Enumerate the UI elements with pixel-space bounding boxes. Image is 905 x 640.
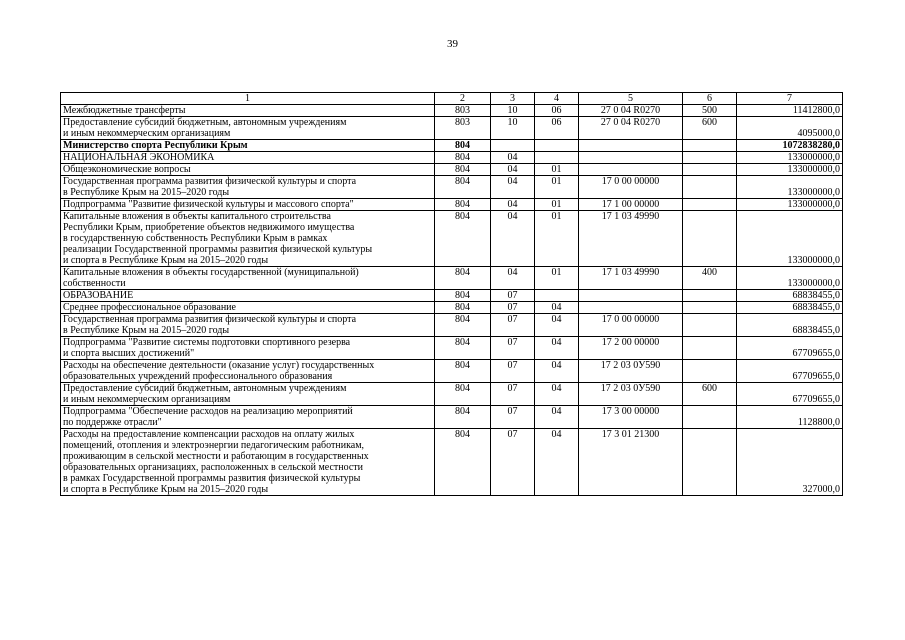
section-code-cell: 07 bbox=[491, 290, 535, 302]
amount-cell: 133000000,0 bbox=[737, 152, 843, 164]
expense-type-cell bbox=[683, 164, 737, 176]
section-code-cell: 07 bbox=[491, 429, 535, 496]
ministry-code-cell: 804 bbox=[435, 429, 491, 496]
column-header: 4 bbox=[535, 93, 579, 105]
expense-type-cell bbox=[683, 290, 737, 302]
amount-cell: 133000000,0 bbox=[737, 176, 843, 199]
section-code-cell: 07 bbox=[491, 406, 535, 429]
expense-type-cell bbox=[683, 140, 737, 152]
target-code-cell: 27 0 04 R0270 bbox=[579, 117, 683, 140]
amount-cell: 11412800,0 bbox=[737, 105, 843, 117]
section-code-cell: 07 bbox=[491, 302, 535, 314]
table-row bbox=[61, 429, 843, 496]
target-code-cell: 17 2 03 0У590 bbox=[579, 383, 683, 406]
target-code-cell: 17 1 03 49990 bbox=[579, 211, 683, 267]
column-header: 2 bbox=[435, 93, 491, 105]
ministry-code-cell: 804 bbox=[435, 140, 491, 152]
amount-cell: 67709655,0 bbox=[737, 383, 843, 406]
ministry-code-cell: 803 bbox=[435, 105, 491, 117]
ministry-code-cell: 804 bbox=[435, 176, 491, 199]
subsection-code-cell: 01 bbox=[535, 164, 579, 176]
table-row bbox=[61, 105, 843, 117]
row-name-cell: Расходы на предоставление компенсации расходов на оплату жилых помещений, отопления и электроэнергии педагогическим работникам, проживающим в сельской местности и работающим в государственных образовательных организациях, расположенных в сельской местности в рамках Государственной программы развития физической культуры и спорта в Республике Крым на 2015–2020 годы bbox=[61, 429, 435, 496]
table-row bbox=[61, 140, 843, 152]
subsection-code-cell: 04 bbox=[535, 383, 579, 406]
row-name-cell: Капитальные вложения в объекты государственной (муниципальной) собственности bbox=[61, 267, 435, 290]
subsection-code-cell: 01 bbox=[535, 176, 579, 199]
table-row bbox=[61, 383, 843, 406]
section-code-cell: 07 bbox=[491, 337, 535, 360]
table-row bbox=[61, 406, 843, 429]
row-name-cell: ОБРАЗОВАНИЕ bbox=[61, 290, 435, 302]
target-code-cell bbox=[579, 140, 683, 152]
row-name-cell: Государственная программа развития физической культуры и спорта в Республике Крым на 2015–2020 годы bbox=[61, 314, 435, 337]
section-code-cell: 04 bbox=[491, 164, 535, 176]
ministry-code-cell: 803 bbox=[435, 117, 491, 140]
amount-cell: 1072838280,0 bbox=[737, 140, 843, 152]
target-code-cell: 17 2 03 0У590 bbox=[579, 360, 683, 383]
amount-cell: 133000000,0 bbox=[737, 211, 843, 267]
table-row bbox=[61, 164, 843, 176]
subsection-code-cell: 04 bbox=[535, 302, 579, 314]
amount-cell: 67709655,0 bbox=[737, 360, 843, 383]
ministry-code-cell: 804 bbox=[435, 314, 491, 337]
table-row bbox=[61, 314, 843, 337]
expense-type-cell bbox=[683, 337, 737, 360]
expense-type-cell bbox=[683, 211, 737, 267]
row-name-cell: Общеэкономические вопросы bbox=[61, 164, 435, 176]
row-name-cell: Подпрограмма "Обеспечение расходов на реализацию мероприятий по поддержке отрасли" bbox=[61, 406, 435, 429]
column-header: 3 bbox=[491, 93, 535, 105]
budget-table bbox=[60, 92, 843, 496]
expense-type-cell bbox=[683, 199, 737, 211]
row-name-cell: Предоставление субсидий бюджетным, автономным учреждениям и иным некоммерческим организациям bbox=[61, 117, 435, 140]
expense-type-cell: 400 bbox=[683, 267, 737, 290]
row-name-cell: Среднее профессиональное образование bbox=[61, 302, 435, 314]
section-code-cell: 07 bbox=[491, 383, 535, 406]
target-code-cell: 17 1 03 49990 bbox=[579, 267, 683, 290]
table-row bbox=[61, 199, 843, 211]
row-name-cell: Министерство спорта Республики Крым bbox=[61, 140, 435, 152]
expense-type-cell: 600 bbox=[683, 117, 737, 140]
ministry-code-cell: 804 bbox=[435, 199, 491, 211]
section-code-cell: 04 bbox=[491, 211, 535, 267]
column-header: 5 bbox=[579, 93, 683, 105]
amount-cell: 133000000,0 bbox=[737, 164, 843, 176]
table-row bbox=[61, 176, 843, 199]
row-name-cell: Межбюджетные трансферты bbox=[61, 105, 435, 117]
amount-cell: 67709655,0 bbox=[737, 337, 843, 360]
ministry-code-cell: 804 bbox=[435, 360, 491, 383]
expense-type-cell bbox=[683, 406, 737, 429]
ministry-code-cell: 804 bbox=[435, 164, 491, 176]
target-code-cell bbox=[579, 290, 683, 302]
amount-cell: 68838455,0 bbox=[737, 302, 843, 314]
ministry-code-cell: 804 bbox=[435, 152, 491, 164]
expense-type-cell bbox=[683, 360, 737, 383]
section-code-cell: 04 bbox=[491, 176, 535, 199]
subsection-code-cell: 01 bbox=[535, 211, 579, 267]
page-number: 39 bbox=[447, 38, 458, 50]
target-code-cell: 17 3 00 00000 bbox=[579, 406, 683, 429]
amount-cell: 68838455,0 bbox=[737, 290, 843, 302]
table-row bbox=[61, 302, 843, 314]
target-code-cell: 17 0 00 00000 bbox=[579, 176, 683, 199]
subsection-code-cell bbox=[535, 140, 579, 152]
section-code-cell: 07 bbox=[491, 360, 535, 383]
amount-cell: 4095000,0 bbox=[737, 117, 843, 140]
column-header: 1 bbox=[61, 93, 435, 105]
column-header: 6 bbox=[683, 93, 737, 105]
amount-cell: 327000,0 bbox=[737, 429, 843, 496]
ministry-code-cell: 804 bbox=[435, 290, 491, 302]
row-name-cell: Подпрограмма "Развитие системы подготовки спортивного резерва и спорта высших достижений" bbox=[61, 337, 435, 360]
subsection-code-cell: 04 bbox=[535, 314, 579, 337]
expense-type-cell bbox=[683, 152, 737, 164]
target-code-cell: 17 3 01 21300 bbox=[579, 429, 683, 496]
amount-cell: 1128800,0 bbox=[737, 406, 843, 429]
row-name-cell: НАЦИОНАЛЬНАЯ ЭКОНОМИКА bbox=[61, 152, 435, 164]
target-code-cell bbox=[579, 302, 683, 314]
section-code-cell: 10 bbox=[491, 105, 535, 117]
table-row bbox=[61, 152, 843, 164]
row-name-cell: Капитальные вложения в объекты капитального строительства Республики Крым, приобретение объектов недвижимого имущества в государственную собственность Республики Крым в рамках реализации Государственной программы развития физической культуры и спорта в Республике Крым на 2015–2020 годы bbox=[61, 211, 435, 267]
ministry-code-cell: 804 bbox=[435, 302, 491, 314]
subsection-code-cell: 04 bbox=[535, 337, 579, 360]
row-name-cell: Расходы на обеспечение деятельности (оказание услуг) государственных образовательных учреждений профессионального образования bbox=[61, 360, 435, 383]
target-code-cell bbox=[579, 164, 683, 176]
table-row bbox=[61, 360, 843, 383]
expense-type-cell bbox=[683, 176, 737, 199]
ministry-code-cell: 804 bbox=[435, 337, 491, 360]
amount-cell: 133000000,0 bbox=[737, 267, 843, 290]
section-code-cell: 04 bbox=[491, 199, 535, 211]
target-code-cell: 17 1 00 00000 bbox=[579, 199, 683, 211]
header-row bbox=[61, 93, 843, 105]
table-row bbox=[61, 290, 843, 302]
target-code-cell: 17 2 00 00000 bbox=[579, 337, 683, 360]
table-row bbox=[61, 267, 843, 290]
subsection-code-cell: 06 bbox=[535, 117, 579, 140]
target-code-cell bbox=[579, 152, 683, 164]
section-code-cell: 10 bbox=[491, 117, 535, 140]
table-row bbox=[61, 117, 843, 140]
subsection-code-cell bbox=[535, 290, 579, 302]
row-name-cell: Государственная программа развития физической культуры и спорта в Республике Крым на 2015–2020 годы bbox=[61, 176, 435, 199]
subsection-code-cell: 04 bbox=[535, 429, 579, 496]
expense-type-cell: 600 bbox=[683, 383, 737, 406]
subsection-code-cell: 01 bbox=[535, 267, 579, 290]
section-code-cell: 07 bbox=[491, 314, 535, 337]
subsection-code-cell: 06 bbox=[535, 105, 579, 117]
row-name-cell: Предоставление субсидий бюджетным, автономным учреждениям и иным некоммерческим организациям bbox=[61, 383, 435, 406]
subsection-code-cell: 04 bbox=[535, 406, 579, 429]
ministry-code-cell: 804 bbox=[435, 267, 491, 290]
subsection-code-cell bbox=[535, 152, 579, 164]
amount-cell: 133000000,0 bbox=[737, 199, 843, 211]
target-code-cell: 17 0 00 00000 bbox=[579, 314, 683, 337]
subsection-code-cell: 01 bbox=[535, 199, 579, 211]
subsection-code-cell: 04 bbox=[535, 360, 579, 383]
expense-type-cell bbox=[683, 429, 737, 496]
section-code-cell: 04 bbox=[491, 267, 535, 290]
expense-type-cell bbox=[683, 302, 737, 314]
ministry-code-cell: 804 bbox=[435, 406, 491, 429]
row-name-cell: Подпрограмма "Развитие физической культуры и массового спорта" bbox=[61, 199, 435, 211]
section-code-cell: 04 bbox=[491, 152, 535, 164]
ministry-code-cell: 804 bbox=[435, 211, 491, 267]
target-code-cell: 27 0 04 R0270 bbox=[579, 105, 683, 117]
section-code-cell bbox=[491, 140, 535, 152]
expense-type-cell bbox=[683, 314, 737, 337]
table-row bbox=[61, 337, 843, 360]
table-row bbox=[61, 211, 843, 267]
expense-type-cell: 500 bbox=[683, 105, 737, 117]
amount-cell: 68838455,0 bbox=[737, 314, 843, 337]
column-header: 7 bbox=[737, 93, 843, 105]
ministry-code-cell: 804 bbox=[435, 383, 491, 406]
